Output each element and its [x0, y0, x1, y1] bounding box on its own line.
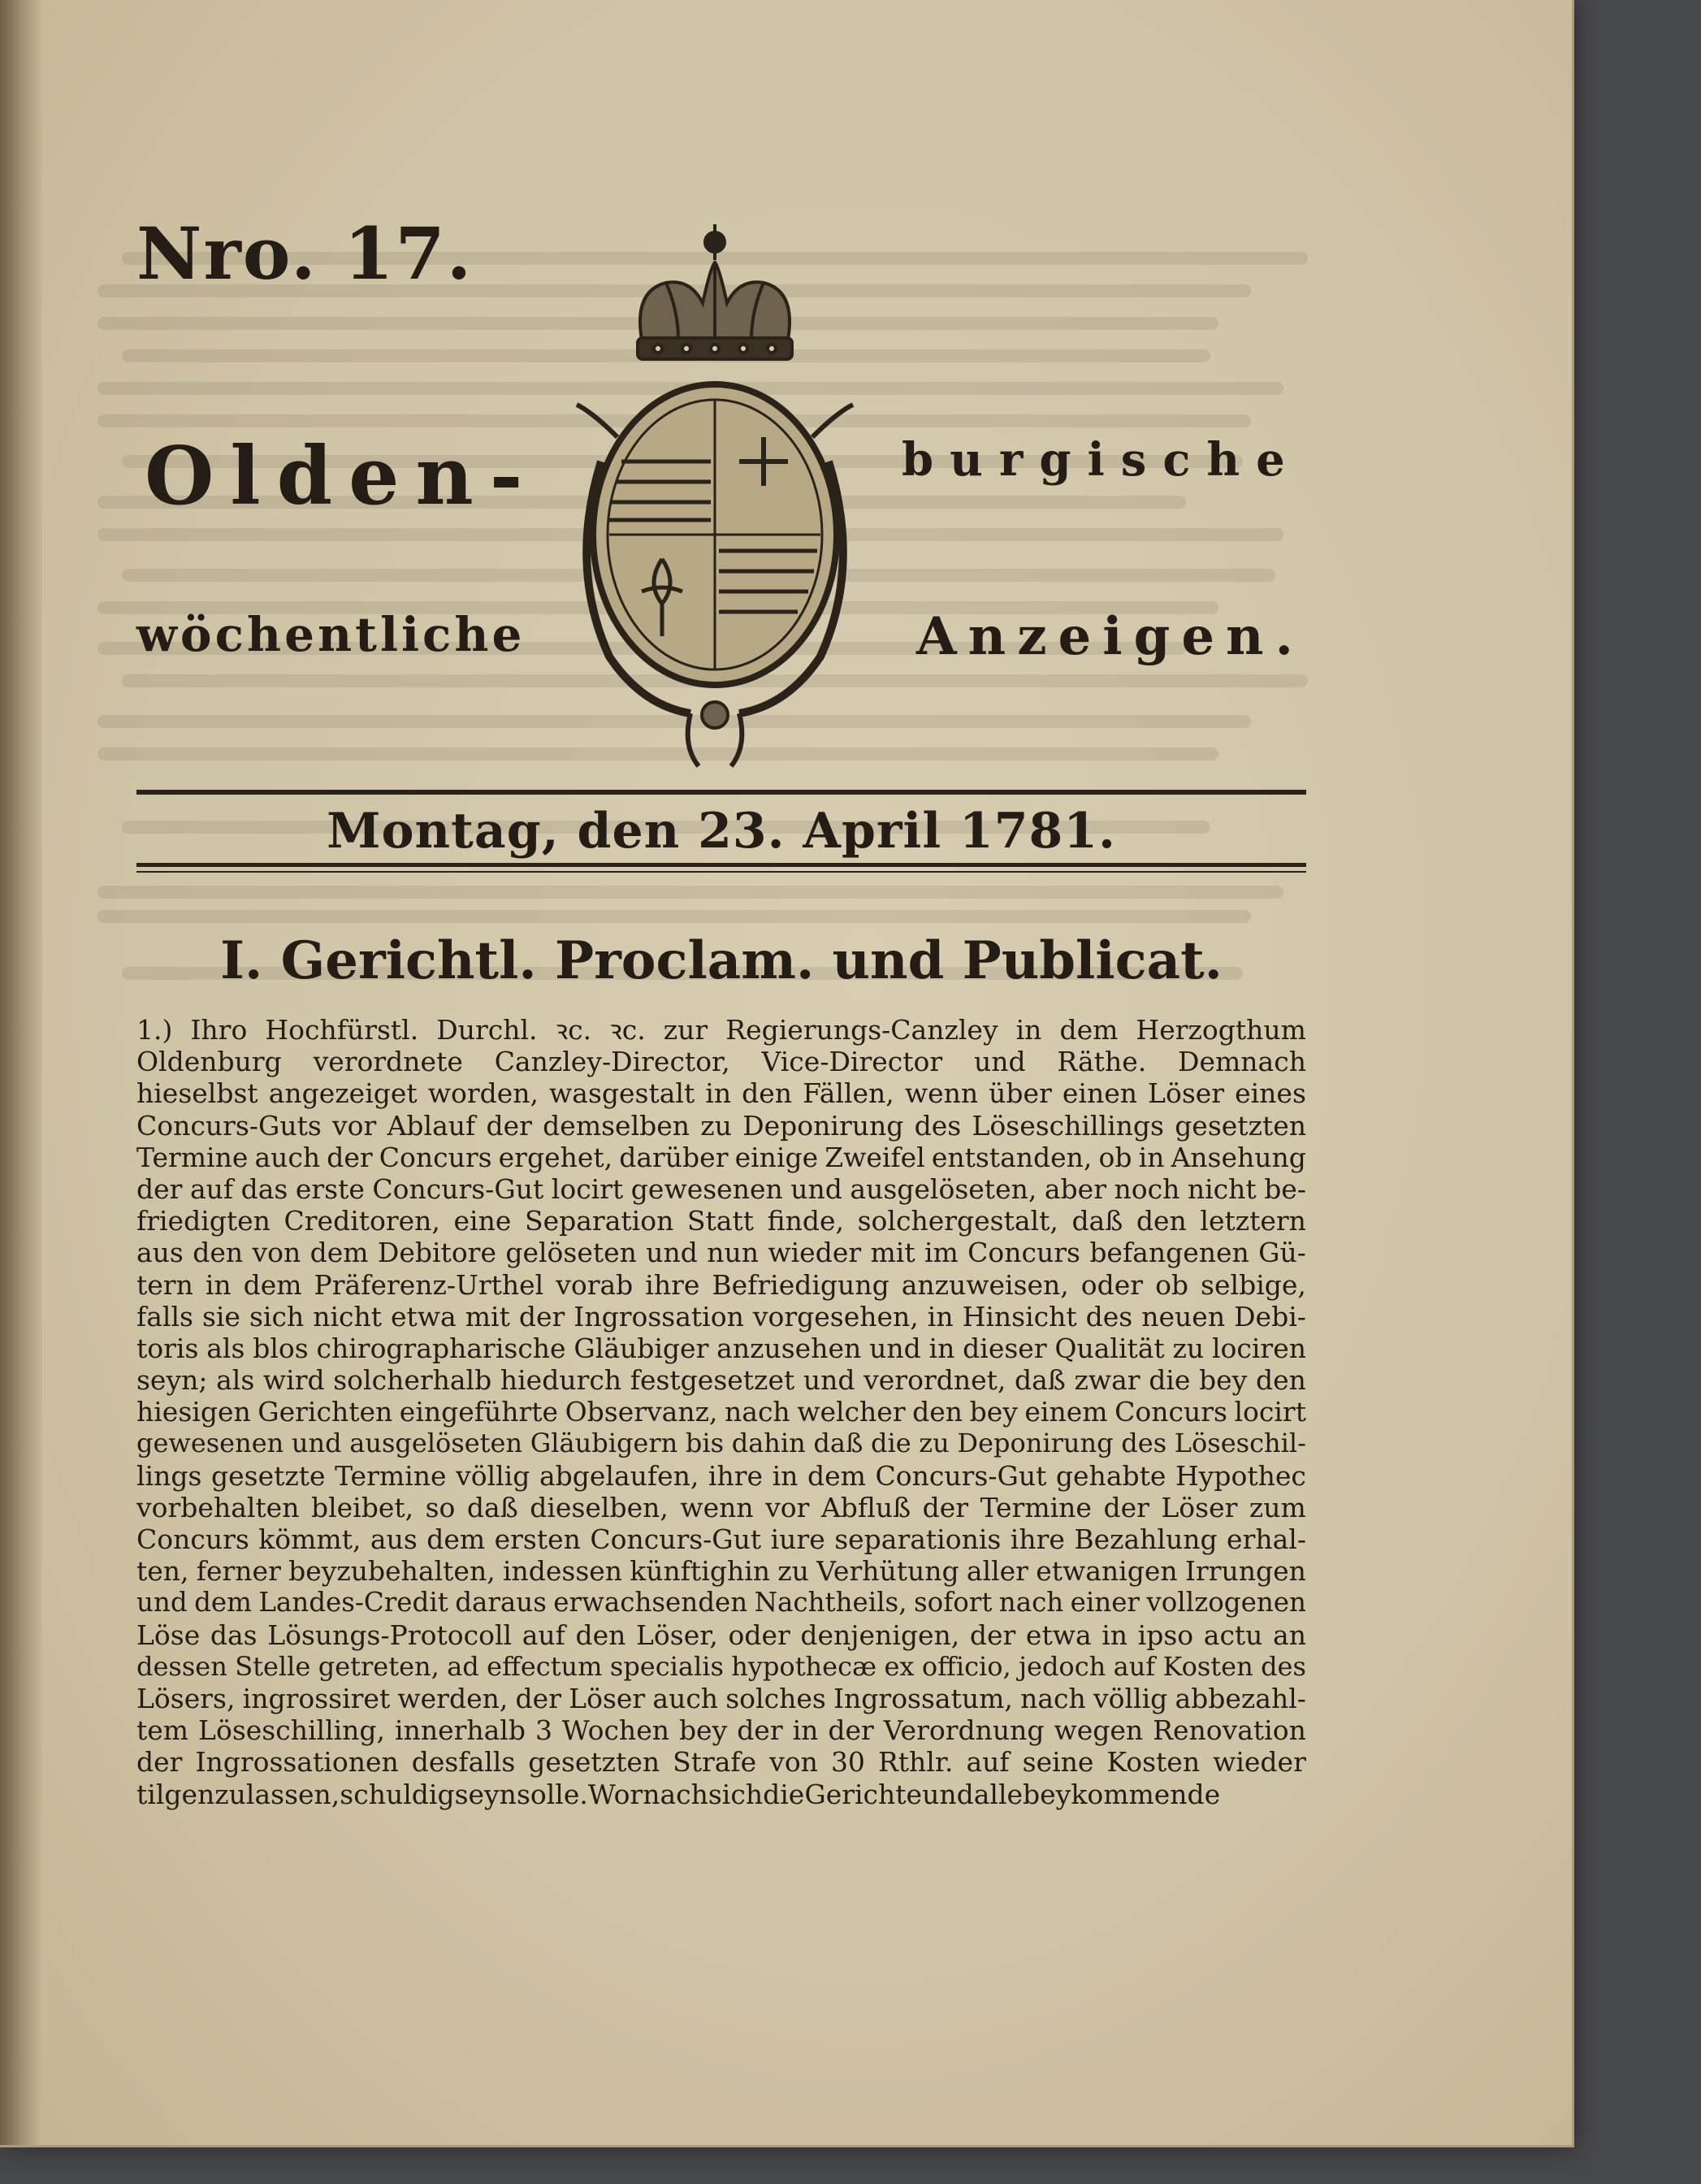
header-rule-bottom-thin [136, 871, 1306, 873]
article-body [136, 1014, 1306, 1810]
article-line: Lösers, ingrossiret werden, der Löser auch solches Ingrossatum, nach völlig abbezahl- [136, 1682, 1306, 1714]
article-line: friedigten Creditoren, eine Separation Statt finde, solchergestalt, daß den letztern [136, 1205, 1306, 1237]
masthead-title-left: Olden- [145, 430, 539, 523]
binding-spine [0, 0, 42, 2145]
masthead-subtitle-right: Anzeigen. [916, 606, 1305, 667]
article-line: toris als blos chirographarische Gläubiger anzusehen und in dieser Qualität zu lociren [136, 1332, 1306, 1364]
article-line: Löse das Lösungs-Protocoll auf den Löser, oder denjenigen, der etwa in ipso actu an [136, 1618, 1306, 1651]
coat-of-arms-icon [544, 218, 885, 770]
issue-number: Nro. 17. [136, 211, 474, 296]
article-line: aus den von dem Debitore gelöseten und nun wieder mit im Concurs befangenen Gü- [136, 1237, 1306, 1269]
article-line: 1.) Ihro Hochfürstl. Durchl. ꝛc. ꝛc. zur Regierungs-Canzley in dem Herzogthum [136, 1014, 1306, 1046]
article-line: Termine auch der Concurs ergehet, darüber einige Zweifel entstanden, ob in Ansehung [136, 1141, 1306, 1173]
article-line: Concurs-Guts vor Ablauf der demselben zu Deponirung des Löseschillings gesetzten [136, 1109, 1306, 1142]
article-line: vorbehalten bleibet, so daß dieselben, wenn vor Abfluß der Termine der Löser zum [136, 1491, 1306, 1523]
article-line: Oldenburg verordnete Canzley-Director, Vice-Director und Räthe. Demnach [136, 1046, 1306, 1078]
article-line: dessen Stelle getreten, ad effectum specialis hypothecæ ex officio, jedoch auf Kosten des [136, 1650, 1306, 1682]
article-line: lings gesetzte Termine völlig abgelaufen, ihre in dem Concurs-Gut gehabte Hypothec [136, 1459, 1306, 1492]
article-line: und dem Landes-Credit daraus erwachsenden Nachtheils, sofort nach einer vollzogenen [136, 1587, 1306, 1618]
article-line: gewesenen und ausgelöseten Gläubigern bis dahin daß die zu Deponirung des Löseschil- [136, 1428, 1306, 1459]
header-rule-bottom [136, 863, 1306, 867]
article-line: tilgen zu lassen, schuldig seyn solle. Wornach sich die Gerichte und alle beykommende [136, 1778, 1221, 1810]
article-line: seyn; als wird solcherhalb hiedurch festgesetzet und verordnet, daß zwar die bey den [136, 1364, 1306, 1397]
header-rule-top [136, 790, 1306, 795]
article-line: falls sie sich nicht etwa mit der Ingrossation vorgesehen, in Hinsicht des neuen Debi- [136, 1300, 1306, 1332]
masthead-subtitle-left: wöchentliche [136, 607, 526, 662]
article-line: tern in dem Präferenz-Urthel vorab ihre Befriedigung anzuweisen, oder ob selbige, [136, 1268, 1306, 1301]
date-line: Montag, den 23. April 1781. [327, 803, 1116, 860]
article-line: ten, ferner beyzubehalten, indessen künftighin zu Verhütung aller etwanigen Irrungen [136, 1555, 1306, 1588]
article-line: Concurs kömmt, aus dem ersten Concurs-Gut iure separationis ihre Bezahlung erhal- [136, 1523, 1306, 1555]
article-line: der auf das erste Concurs-Gut locirt gewesenen und ausgelöseten, aber noch nicht be- [136, 1172, 1306, 1205]
section-heading: I. Gerichtl. Proclam. und Publicat. [220, 930, 1223, 991]
article-line: hiesigen Gerichten eingeführte Observanz, nach welcher den bey einem Concurs locirt [136, 1396, 1306, 1428]
masthead-title-right: burgische [902, 433, 1301, 487]
article-line: der Ingrossationen desfalls gesetzten Strafe von 30 Rthlr. auf seine Kosten wieder [136, 1746, 1306, 1779]
article-line: hieselbst angezeiget worden, wasgestalt in den Fällen, wenn über einen Löser eines [136, 1077, 1306, 1110]
article-line: tem Löseschilling, innerhalb 3 Wochen bey der in der Verordnung wegen Renovation [136, 1714, 1306, 1747]
